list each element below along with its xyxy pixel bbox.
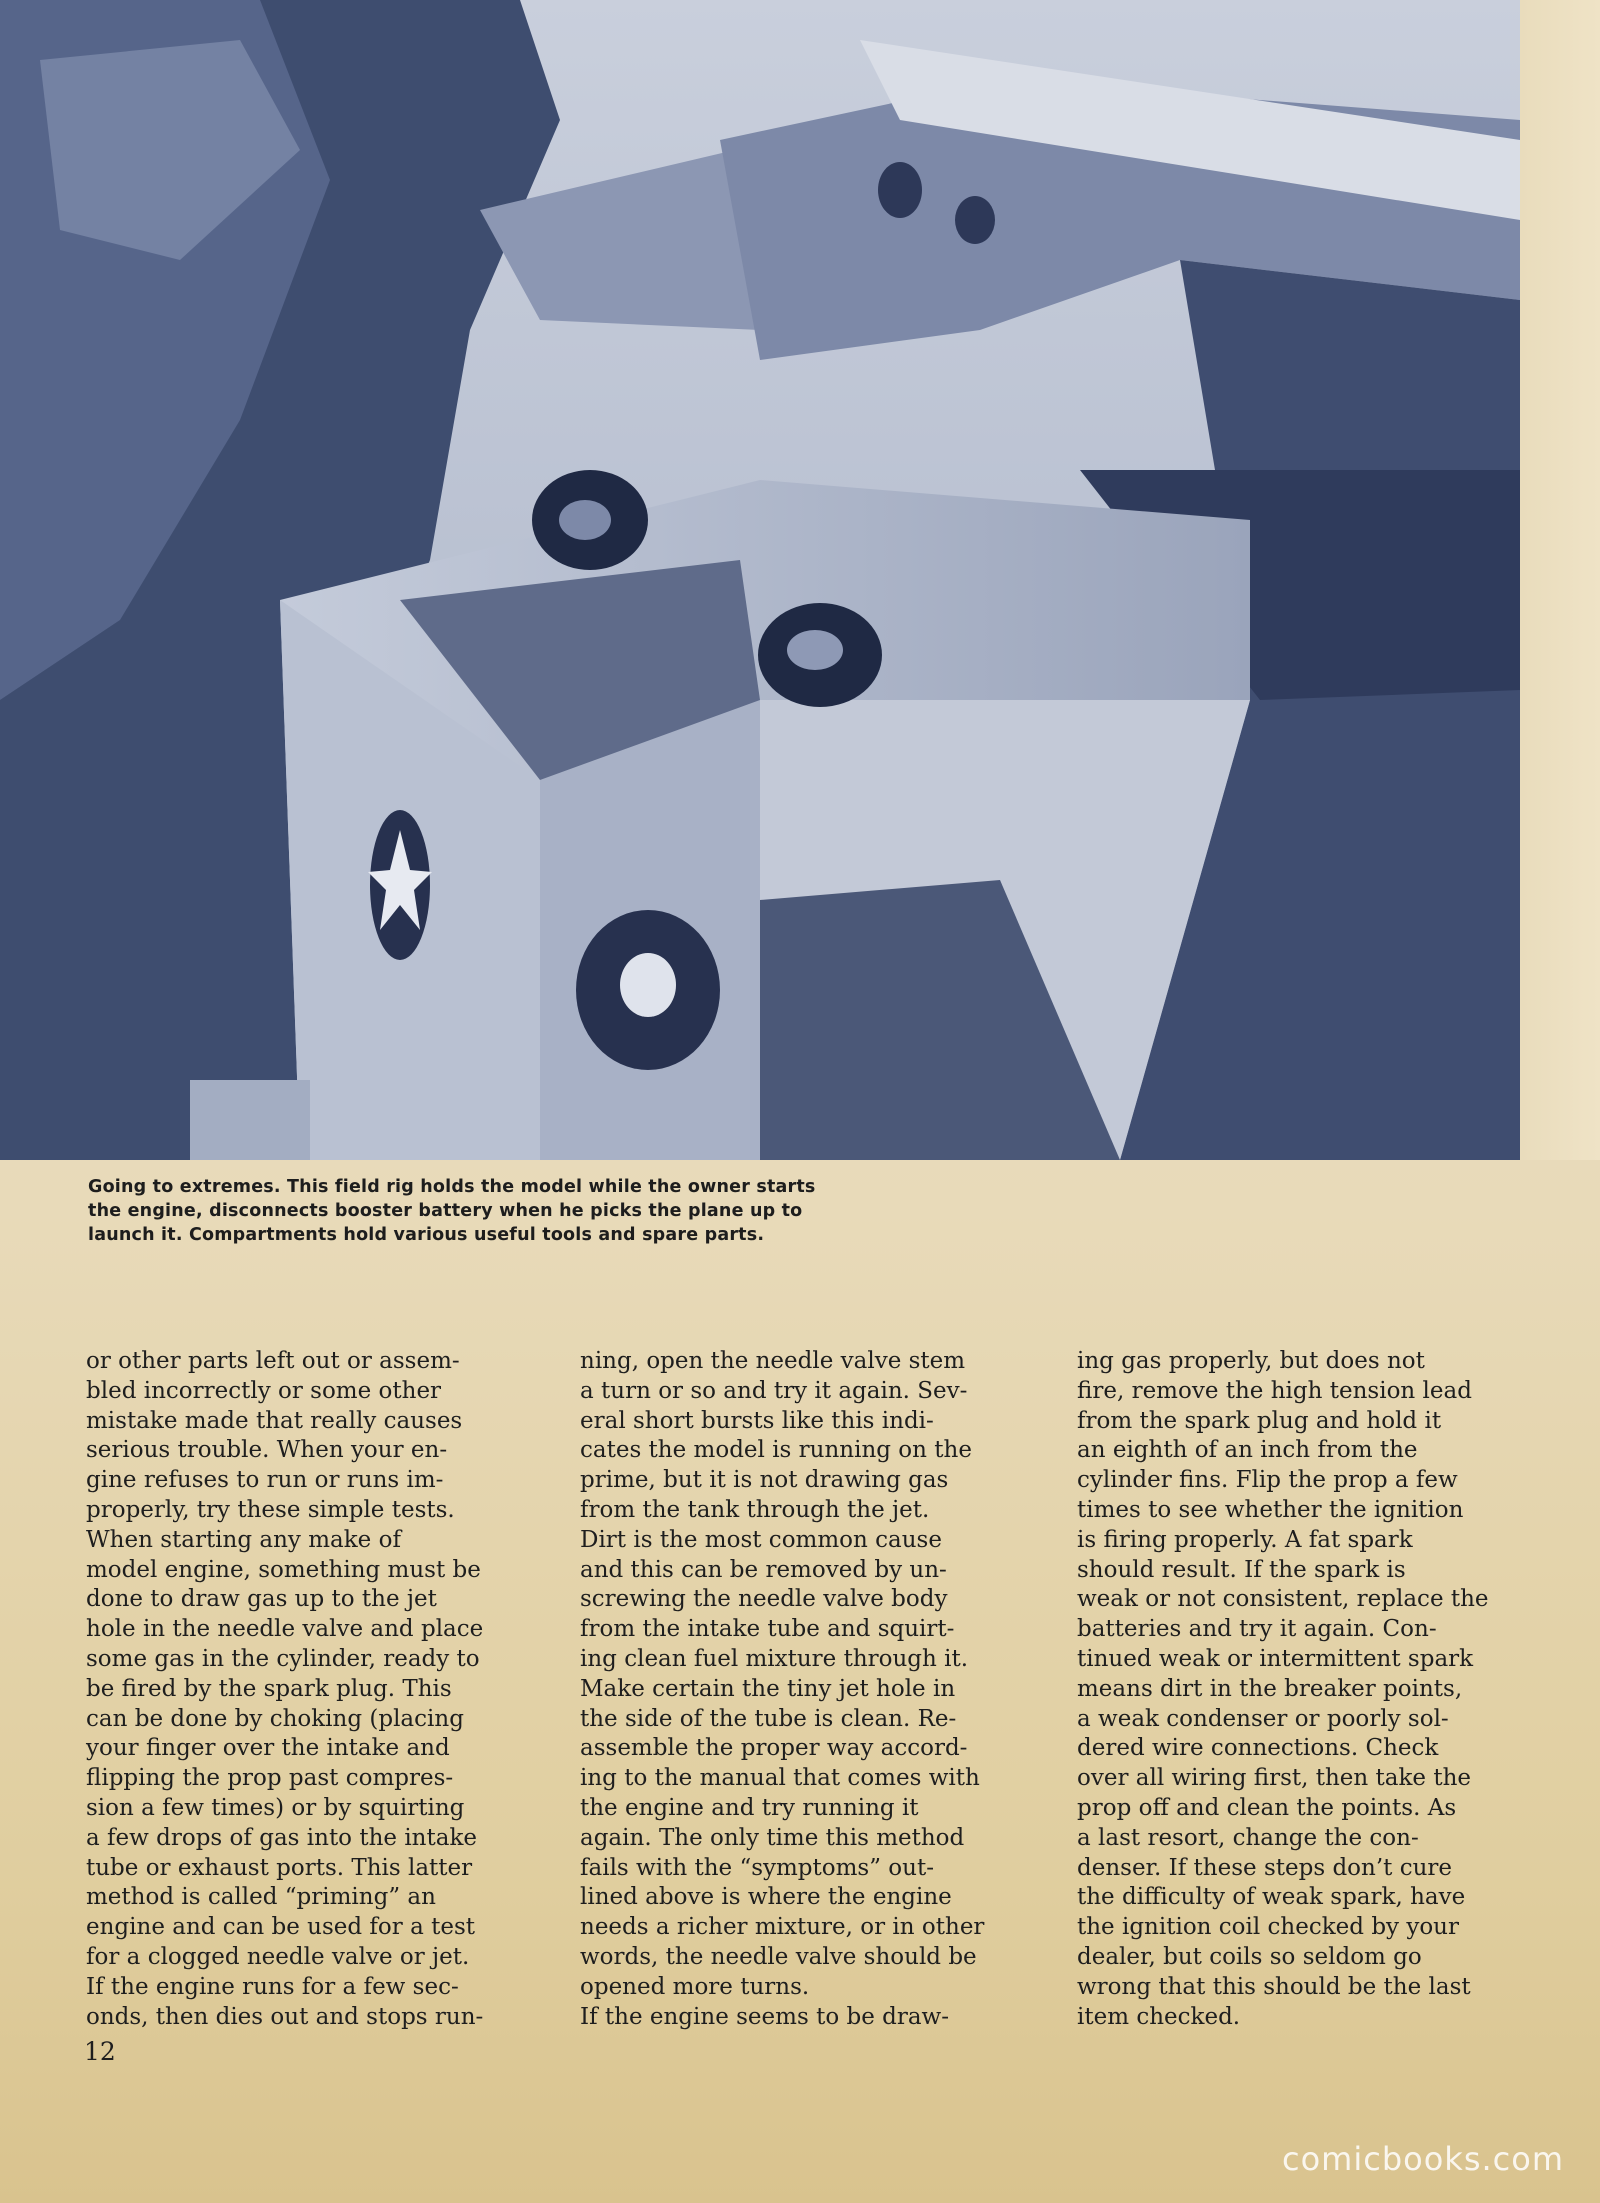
article-column-1: or other parts left out or assem- bled incorrectly or some other mistake made that really causes serious trouble. When your en- gine refuses to run or runs im- properly, try these simple tests. When starting any make of model engine, something must be done to draw gas up to the jet hole in the needle valve and place some gas in the cylinder, ready to be fired by the spark plug. This can be done by choking (placing your finger over the intake and flipping the prop past compres- sion a few times) or by squirting a few drops of gas into the intake tube or exhaust ports. This latter method is called “priming” an engine and can be used for a test for a clogged needle valve or jet. If the engine runs for a few sec- onds, then dies out and stops run- [86, 1348, 484, 2030]
photo-margin [1520, 0, 1600, 1160]
watermark: comicbooks.com [1282, 2140, 1565, 2178]
page-number: 12 [84, 2037, 116, 2066]
photo-caption: Going to extremes. This field rig holds the model while the owner starts the engine, disconnects booster battery when he picks the plane up to launch it. Compartments hold various useful tools and spare parts. [88, 1177, 816, 1245]
article-column-2: ning, open the needle valve stem a turn or so and try it again. Sev- eral short bursts like this indi- cates the model is running on the prime, but it is not drawing gas from the tank through the jet. Dirt is the most common cause and this can be removed by un- screwing the needle valve body from the intake tube and squirt- ing clean fuel mixture through it. Make certain the tiny jet hole in the side of the tube is clean. Re- assemble the proper way accord- ing to the manual that comes with the engine and try running it again. The only time this method fails with the “symptoms” out- lined above is where the engine needs a richer mixture, or in other words, the needle valve should be opened more turns. If the engine seems to be draw- [580, 1348, 985, 2030]
article-column-3: ing gas properly, but does not fire, remove the high tension lead from the spark plug and hold it an eighth of an inch from the cylinder fins. Flip the prop a few times to see whether the ignition is firing properly. A fat spark should result. If the spark is weak or not consistent, replace the batteries and try it again. Con- tinued weak or intermittent spark means dirt in the breaker points, a weak condenser or poorly sol- dered wire connections. Check over all wiring first, then take the prop off and clean the points. As a last resort, change the con- denser. If these steps don’t cure the difficulty of weak spark, have the ignition coil checked by your dealer, but coils so seldom go wrong that this should be the last item checked. [1077, 1348, 1489, 2030]
